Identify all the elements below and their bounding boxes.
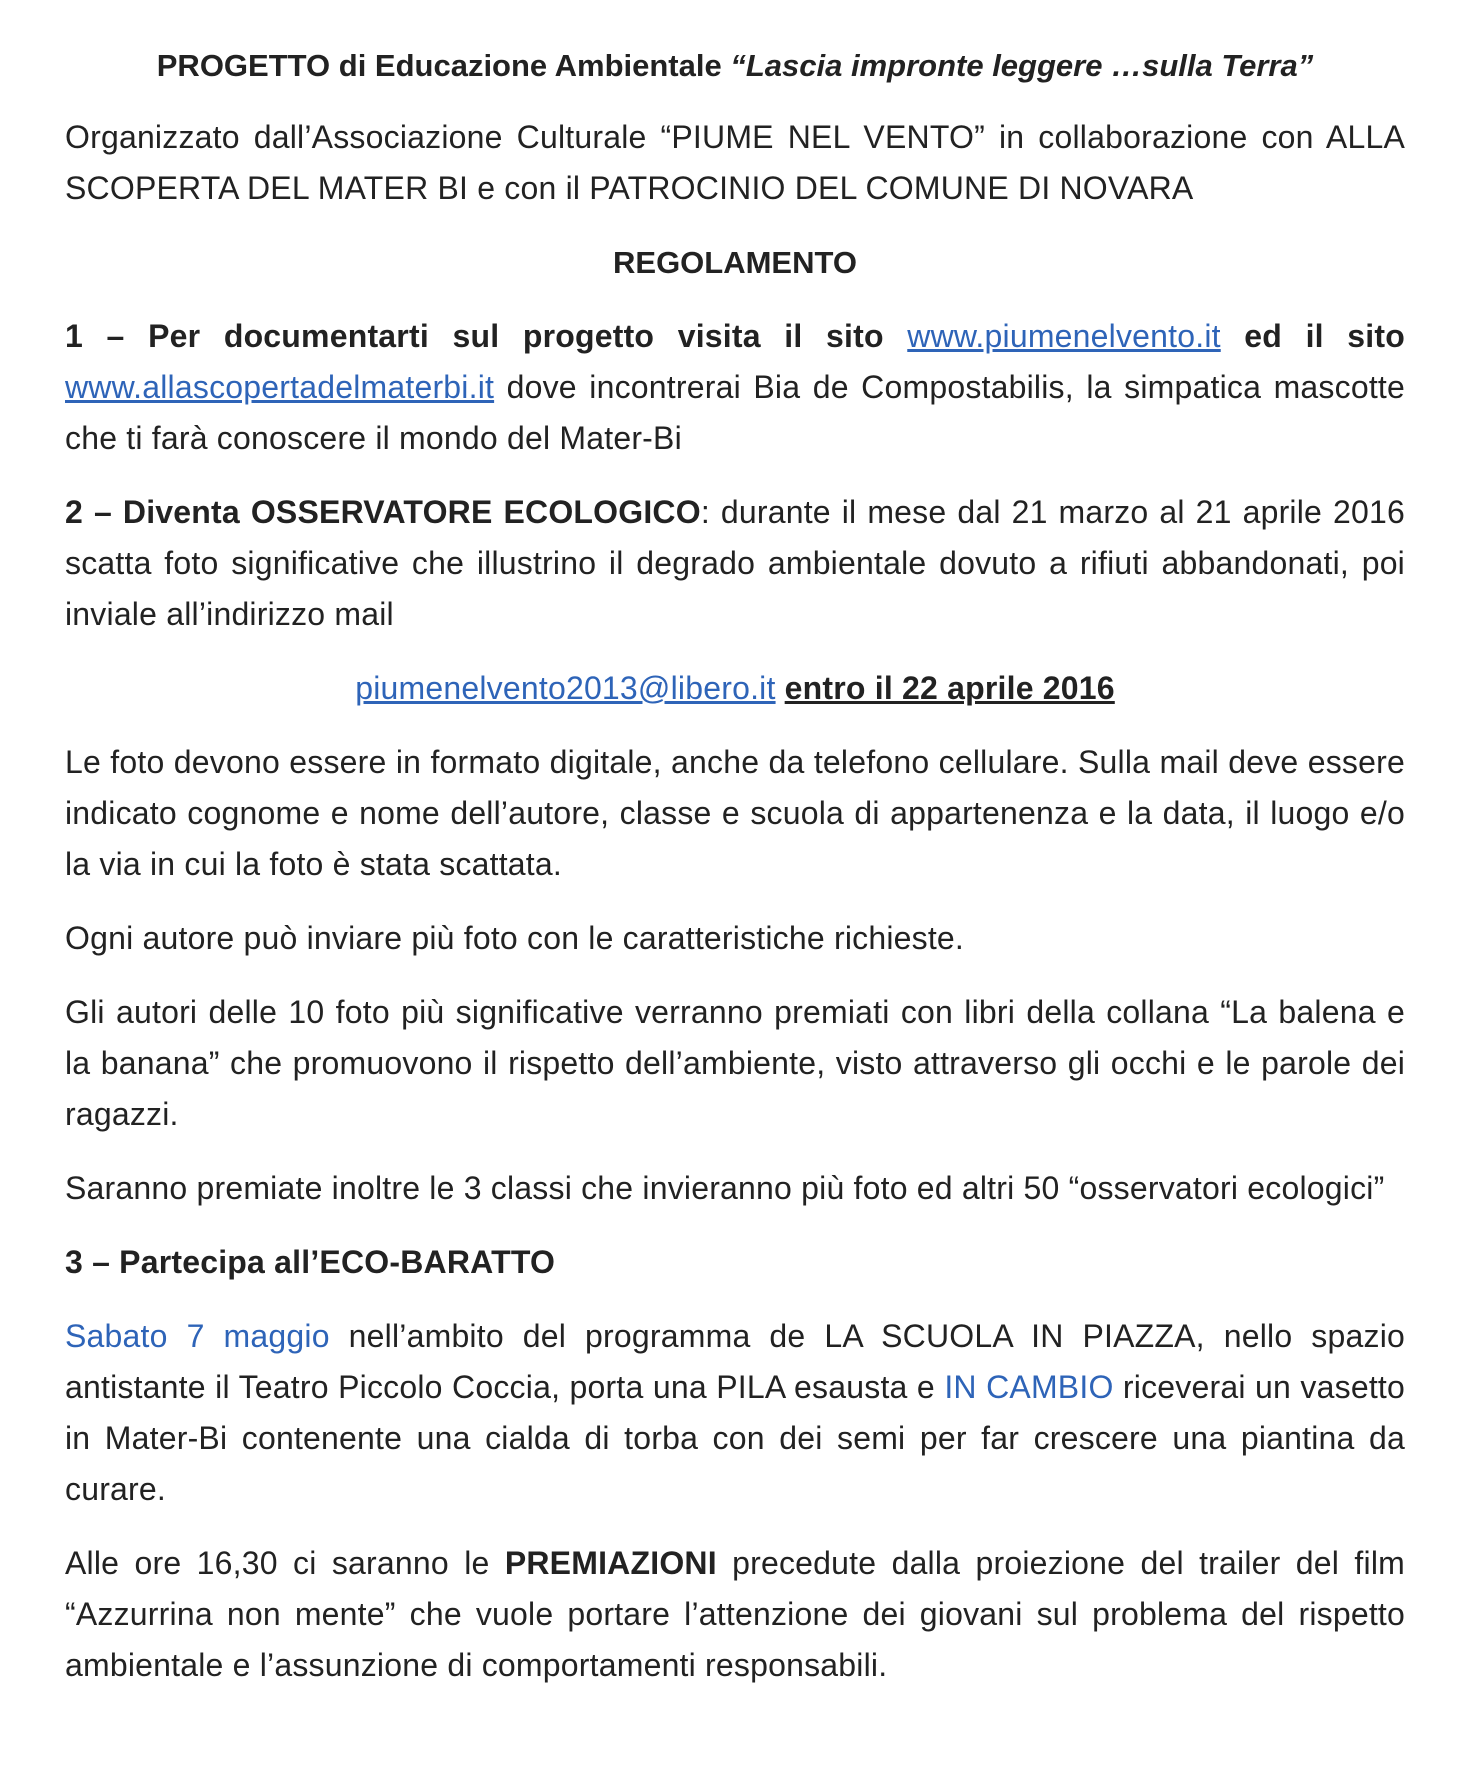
- awards-pre: Alle ore 16,30 ci saranno le: [65, 1545, 505, 1581]
- section-2-rest: : durante il mese dal 21 marzo al 21 aprile 2016 scatta foto significative che illustrino il degrado ambientale dovuto a rifiuti abbandonati, poi inviale all’indirizzo mail: [65, 494, 1405, 632]
- eco-baratto-part1: nell’ambito del programma de LA SCUOLA IN PIAZZA, nello spazio antistante il Teatro Piccolo Coccia, porta una PILA esausta e: [65, 1318, 1406, 1405]
- classes-prizes-paragraph: Saranno premiate inoltre le 3 classi che invieranno più foto ed altri 50 “osservatori ecologici”: [65, 1170, 1385, 1206]
- document-page: [65, 40, 1405, 1714]
- section-3-heading: 3 – Partecipa all’ECO-BARATTO: [65, 1244, 556, 1280]
- section-2-lead: 2 – Diventa OSSERVATORE ECOLOGICO: [65, 494, 701, 530]
- section-1-paragraph: [65, 311, 1405, 464]
- allascopertadelmaterbi-link[interactable]: www.allascopertadelmaterbi.it: [65, 369, 495, 405]
- section-2-paragraph: [65, 487, 1405, 640]
- awards-bold: PREMIAZIONI: [504, 1545, 717, 1581]
- piumenelvento-link[interactable]: www.piumenelvento.it: [907, 318, 1221, 354]
- intro-paragraph: Organizzato dall’Associazione Culturale “PIUME NEL VENTO” in collaborazione con ALLA SCOPERTA DEL MATER BI e con il PATROCINIO DEL COMUNE DI NOVARA: [65, 119, 1405, 206]
- title-prefix: PROGETTO di Educazione Ambientale: [156, 48, 731, 83]
- email-deadline-line: [65, 663, 1405, 714]
- eco-baratto-paragraph: [65, 1311, 1405, 1515]
- title-project-name: “Lascia impronte leggere …sulla Terra”: [730, 48, 1314, 83]
- rules-heading: REGOLAMENTO: [613, 245, 857, 280]
- deadline-text: entro il 22 aprile 2016: [784, 670, 1115, 706]
- awards-paragraph: [65, 1538, 1405, 1691]
- exchange-text: IN CAMBIO: [944, 1369, 1114, 1405]
- section-1-lead: 1 – Per documentarti sul progetto visita il sito: [65, 318, 908, 354]
- prizes-paragraph: Gli autori delle 10 foto più significative verranno premiati con libri della collana “La balena e la banana” che promuovono il rispetto dell’ambiente, visto attraverso gli occhi e le parole dei ragazzi.: [65, 994, 1405, 1132]
- eco-baratto-part2: riceverai un vasetto in Mater-Bi contenente una cialda di torba con dei semi per far crescere una piantina da curare.: [65, 1369, 1406, 1507]
- photo-format-paragraph: Le foto devono essere in formato digitale, anche da telefono cellulare. Sulla mail deve essere indicato cognome e nome dell’autore, classe e scuola di appartenenza e la data, il luogo e/o la via in cui la foto è stata scattata.: [65, 744, 1405, 882]
- section-1-mid: ed il sito: [1220, 318, 1405, 354]
- section-1-rest: dove incontrerai Bia de Compostabilis, la simpatica mascotte che ti farà conoscere il mondo del Mater-Bi: [65, 369, 1405, 456]
- awards-post: precedute dalla proiezione del trailer del film “Azzurrina non mente” che vuole portare l’attenzione dei giovani sul problema del rispetto ambientale e l’assunzione di comportamenti responsabili.: [65, 1545, 1405, 1683]
- email-link[interactable]: piumenelvento2013@libero.it: [355, 670, 776, 706]
- event-date: Sabato 7 maggio: [65, 1318, 330, 1354]
- multiple-photos-paragraph: Ogni autore può inviare più foto con le caratteristiche richieste.: [65, 920, 965, 956]
- document-title: [65, 40, 1405, 91]
